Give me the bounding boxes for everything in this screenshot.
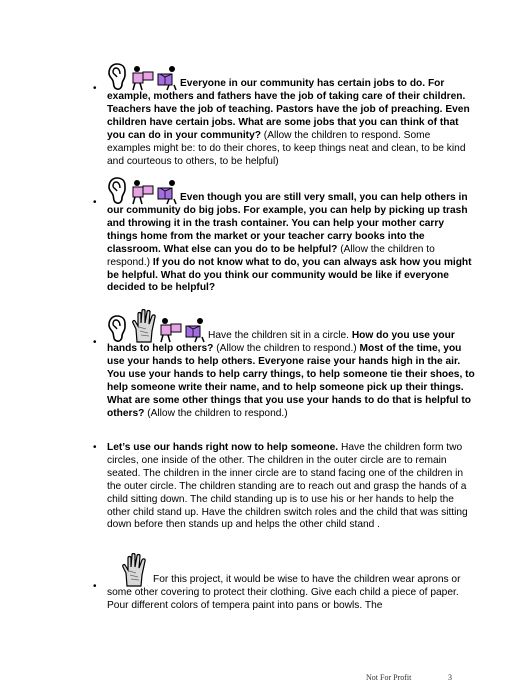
paragraph-bold: Most of the time, you use your hands to help others. Everyone raise your hands high in the air. You use your hands to help carry things, to help someone tie their shoes, to help someone write their name, and to help someone pick up their things. What are some other things that you use your hands to do that is helpful to others? bbox=[107, 343, 475, 419]
paragraph-text: (Allow the children to respond.) bbox=[213, 343, 360, 354]
helper-carrying-box-icon bbox=[155, 65, 179, 91]
paragraph-text: (Allow the children to respond.) bbox=[107, 243, 435, 268]
helper-carrying-box-icon bbox=[155, 179, 179, 205]
ear-icon bbox=[107, 177, 131, 205]
ear-icon bbox=[107, 315, 131, 343]
bullet: • bbox=[93, 197, 97, 208]
page-footer bbox=[366, 673, 452, 682]
paragraph-text: (Allow the children to respond.) bbox=[144, 407, 288, 419]
helper-carrying-box-icon bbox=[183, 317, 207, 343]
footer-text: Not For Profit bbox=[366, 673, 412, 682]
icon-group bbox=[121, 553, 149, 587]
bullet: • bbox=[93, 442, 97, 453]
list-item bbox=[93, 177, 475, 295]
paragraph-text: (Allow the children to respond. Some examples might be: to do their chores, to keep things neat and clean, to be kind and courteous to others, to be helpful) bbox=[107, 129, 466, 167]
page-number: 3 bbox=[448, 673, 452, 682]
hand-icon bbox=[121, 553, 149, 587]
paragraph-text: Have the children form two circles, one inside of the other. The children in the outer circle are to remain seated. The children in the inner circle are to stand facing one of the children in the outer circle. The children standing are to reach out and grasp the hands of a child sitting down. The child standing up is to use his or her hands to help the other child stand up. Have the children switch roles and the child that was sitting down before then stands up and helps the other child stand . bbox=[107, 442, 468, 531]
paragraph-bold: Everyone in our community has certain jobs to do. For example, mothers and fathers have the job of taking care of their children. Teachers have the job of teaching. Pastors have the job of preaching. Even children have certain jobs. What are some jobs that you can think of that you can do in your community? bbox=[107, 78, 470, 141]
paragraph-bold: If you do not know what to do, you can always ask how you might be helpful. What do you think our community would be like if everyone decided to be helpful? bbox=[107, 256, 472, 294]
list-item bbox=[93, 309, 475, 420]
paragraph-bold: Even though you are still very small, you can help others in our community do big jobs. For example, you can help by picking up trash and throwing it in the trash container. You can help your mother carry things home from the market or your teacher carry books into the classroom. What else can you do to be helpful? bbox=[107, 192, 468, 255]
paragraph-bold: How do you use your hands to help others? bbox=[107, 330, 455, 354]
paragraph-text: For this project, it would be wise to have the children wear aprons or some other covering to protect their clothing. Give each child a piece of paper. Pour different colors of tempera paint into pans or bowls. The bbox=[107, 574, 461, 611]
helper-carrying-box-icon bbox=[159, 317, 183, 343]
bullet: • bbox=[93, 83, 97, 94]
list-item bbox=[93, 442, 475, 532]
paragraph-text: Have the children sit in a circle. bbox=[208, 330, 352, 342]
list-item bbox=[93, 63, 475, 168]
helper-carrying-box-icon bbox=[131, 65, 155, 91]
paragraph-bold: Let’s use our hands right now to help someone. bbox=[107, 442, 339, 453]
icon-group bbox=[107, 309, 207, 343]
ear-icon bbox=[107, 63, 131, 91]
icon-group bbox=[107, 177, 179, 205]
bullet: • bbox=[93, 581, 97, 592]
icon-group bbox=[107, 63, 179, 91]
helper-carrying-box-icon bbox=[131, 179, 155, 205]
list-item bbox=[93, 553, 475, 613]
hand-icon bbox=[131, 309, 159, 343]
bullet: • bbox=[93, 337, 97, 348]
